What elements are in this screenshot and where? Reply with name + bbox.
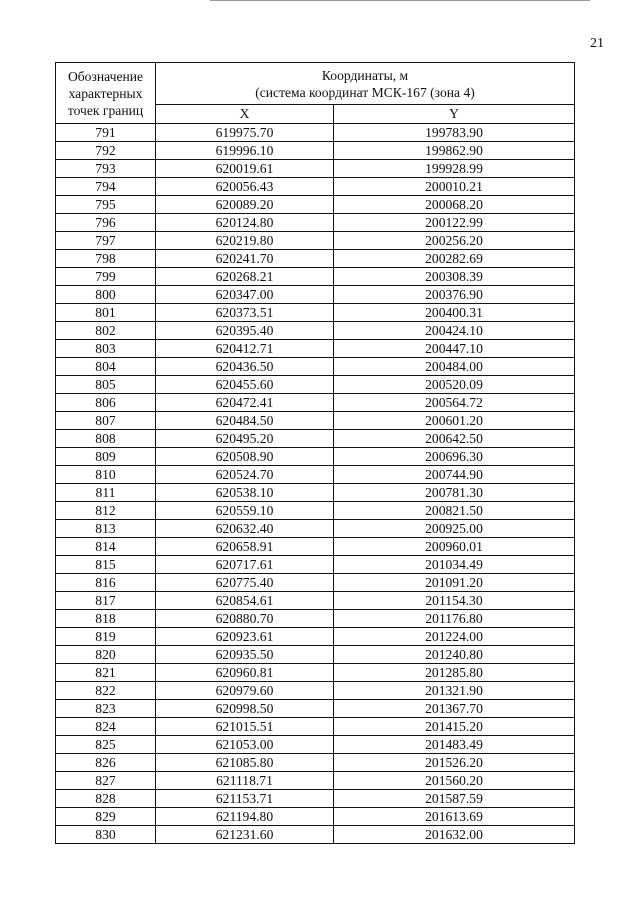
- point-id-cell: 800: [56, 286, 156, 304]
- table-header: [56, 63, 575, 124]
- point-label-line3: точек границ: [67, 102, 144, 118]
- point-id-cell: 819: [56, 628, 156, 646]
- table-row: [56, 754, 575, 772]
- x-coordinate-cell: 620854.61: [156, 592, 334, 610]
- x-coordinate-cell: 621118.71: [156, 772, 334, 790]
- point-id-cell: 794: [56, 178, 156, 196]
- y-coordinate-cell: 200520.09: [334, 376, 575, 394]
- point-id-cell: 814: [56, 538, 156, 556]
- x-coordinate-cell: 620559.10: [156, 502, 334, 520]
- x-coordinate-cell: 620495.20: [156, 430, 334, 448]
- table-row: [56, 448, 575, 466]
- y-coordinate-cell: 201321.90: [334, 682, 575, 700]
- y-coordinate-cell: 201367.70: [334, 700, 575, 718]
- table-row: [56, 556, 575, 574]
- y-coordinate-cell: 201483.49: [334, 736, 575, 754]
- x-coordinate-cell: 620960.81: [156, 664, 334, 682]
- point-id-cell: 820: [56, 646, 156, 664]
- y-coordinate-cell: 201560.20: [334, 772, 575, 790]
- x-coordinate-cell: 620472.41: [156, 394, 334, 412]
- point-id-cell: 817: [56, 592, 156, 610]
- x-coordinate-cell: 620395.40: [156, 322, 334, 340]
- y-coordinate-cell: 200744.90: [334, 466, 575, 484]
- table-body: [56, 124, 575, 844]
- y-coordinate-cell: 200282.69: [334, 250, 575, 268]
- table-row: [56, 394, 575, 412]
- point-id-cell: 829: [56, 808, 156, 826]
- table-row: [56, 502, 575, 520]
- y-coordinate-cell: 200447.10: [334, 340, 575, 358]
- y-coordinate-cell: 201587.59: [334, 790, 575, 808]
- scan-edge-marks: [210, 0, 590, 3]
- y-coordinate-cell: 201091.20: [334, 574, 575, 592]
- table-row: [56, 286, 575, 304]
- point-id-cell: 823: [56, 700, 156, 718]
- point-id-cell: 830: [56, 826, 156, 844]
- x-coordinate-cell: 620241.70: [156, 250, 334, 268]
- y-coordinate-cell: 201632.00: [334, 826, 575, 844]
- x-coordinate-cell: 621153.71: [156, 790, 334, 808]
- x-coordinate-cell: 620508.90: [156, 448, 334, 466]
- x-coordinate-cell: 621085.80: [156, 754, 334, 772]
- table-row: [56, 592, 575, 610]
- x-coordinate-cell: 620935.50: [156, 646, 334, 664]
- table-row: [56, 808, 575, 826]
- point-id-cell: 811: [56, 484, 156, 502]
- point-label-line2: характерных: [68, 85, 143, 101]
- y-coordinate-cell: 199862.90: [334, 142, 575, 160]
- point-id-cell: 810: [56, 466, 156, 484]
- y-coordinate-cell: 200564.72: [334, 394, 575, 412]
- x-coordinate-cell: 620880.70: [156, 610, 334, 628]
- x-coordinate-cell: 620979.60: [156, 682, 334, 700]
- table-row: [56, 466, 575, 484]
- x-coordinate-cell: 620347.00: [156, 286, 334, 304]
- point-label-line1: Обозначение: [67, 68, 144, 84]
- coords-title: Координаты, м: [321, 67, 409, 83]
- table-row: [56, 574, 575, 592]
- y-coordinate-cell: 201285.80: [334, 664, 575, 682]
- y-coordinate-cell: 201240.80: [334, 646, 575, 664]
- x-coordinate-cell: 620632.40: [156, 520, 334, 538]
- x-coordinate-cell: 621194.80: [156, 808, 334, 826]
- y-coordinate-cell: 201613.69: [334, 808, 575, 826]
- table-row: [56, 160, 575, 178]
- x-coordinate-cell: 620923.61: [156, 628, 334, 646]
- y-coordinate-cell: 200400.31: [334, 304, 575, 322]
- point-id-cell: 818: [56, 610, 156, 628]
- point-id-cell: 803: [56, 340, 156, 358]
- table-row: [56, 232, 575, 250]
- y-coordinate-cell: 200256.20: [334, 232, 575, 250]
- table-row: [56, 826, 575, 844]
- x-coordinate-cell: 620538.10: [156, 484, 334, 502]
- table-row: [56, 214, 575, 232]
- table-row: [56, 736, 575, 754]
- table-row: [56, 340, 575, 358]
- x-column-header: X: [156, 105, 334, 124]
- point-id-cell: 801: [56, 304, 156, 322]
- table-row: [56, 358, 575, 376]
- point-id-cell: 806: [56, 394, 156, 412]
- table-row: [56, 610, 575, 628]
- table-row: [56, 196, 575, 214]
- x-coordinate-cell: 620019.61: [156, 160, 334, 178]
- coordinates-table: [55, 62, 575, 844]
- y-coordinate-cell: 201176.80: [334, 610, 575, 628]
- table-row: [56, 646, 575, 664]
- table-row: [56, 484, 575, 502]
- point-id-cell: 799: [56, 268, 156, 286]
- point-id-cell: 804: [56, 358, 156, 376]
- x-coordinate-cell: 620056.43: [156, 178, 334, 196]
- point-id-cell: 792: [56, 142, 156, 160]
- y-coordinate-cell: 201415.20: [334, 718, 575, 736]
- y-coordinate-cell: 200376.90: [334, 286, 575, 304]
- table-row: [56, 376, 575, 394]
- x-coordinate-cell: 620373.51: [156, 304, 334, 322]
- table-row: [56, 718, 575, 736]
- table-row: [56, 772, 575, 790]
- x-coordinate-cell: 621015.51: [156, 718, 334, 736]
- x-coordinate-cell: 620124.80: [156, 214, 334, 232]
- point-id-cell: 822: [56, 682, 156, 700]
- table-row: [56, 178, 575, 196]
- x-coordinate-cell: 620268.21: [156, 268, 334, 286]
- y-coordinate-cell: 201154.30: [334, 592, 575, 610]
- table-row: [56, 124, 575, 142]
- point-id-cell: 824: [56, 718, 156, 736]
- x-coordinate-cell: 620484.50: [156, 412, 334, 430]
- table-row: [56, 142, 575, 160]
- y-coordinate-cell: 200424.10: [334, 322, 575, 340]
- table-row: [56, 520, 575, 538]
- table-row: [56, 790, 575, 808]
- table-row: [56, 250, 575, 268]
- y-coordinate-cell: 200308.39: [334, 268, 575, 286]
- page-number: 21: [590, 36, 604, 51]
- point-id-cell: 793: [56, 160, 156, 178]
- point-id-cell: 821: [56, 664, 156, 682]
- table-row: [56, 412, 575, 430]
- table-row: [56, 682, 575, 700]
- x-coordinate-cell: 620775.40: [156, 574, 334, 592]
- point-id-cell: 826: [56, 754, 156, 772]
- point-id-cell: 805: [56, 376, 156, 394]
- coords-subtitle: (система координат МСК-167 (зона 4): [255, 84, 475, 100]
- point-id-cell: 812: [56, 502, 156, 520]
- x-coordinate-cell: 619996.10: [156, 142, 334, 160]
- point-id-cell: 825: [56, 736, 156, 754]
- point-id-cell: 795: [56, 196, 156, 214]
- y-coordinate-cell: 201224.00: [334, 628, 575, 646]
- y-coordinate-cell: 199783.90: [334, 124, 575, 142]
- table-row: [56, 322, 575, 340]
- point-id-cell: 828: [56, 790, 156, 808]
- y-coordinate-cell: 200010.21: [334, 178, 575, 196]
- point-designation-header: [56, 63, 156, 124]
- point-id-cell: 809: [56, 448, 156, 466]
- table-row: [56, 268, 575, 286]
- point-id-cell: 815: [56, 556, 156, 574]
- x-coordinate-cell: 620998.50: [156, 700, 334, 718]
- x-coordinate-cell: 620455.60: [156, 376, 334, 394]
- point-id-cell: 808: [56, 430, 156, 448]
- y-coordinate-cell: 200781.30: [334, 484, 575, 502]
- coordinates-header: [156, 63, 575, 105]
- point-id-cell: 816: [56, 574, 156, 592]
- y-coordinate-cell: 200122.99: [334, 214, 575, 232]
- y-coordinate-cell: 200821.50: [334, 502, 575, 520]
- x-coordinate-cell: 620412.71: [156, 340, 334, 358]
- y-coordinate-cell: 200601.20: [334, 412, 575, 430]
- table-row: [56, 430, 575, 448]
- x-coordinate-cell: 620717.61: [156, 556, 334, 574]
- y-coordinate-cell: 199928.99: [334, 160, 575, 178]
- point-id-cell: 827: [56, 772, 156, 790]
- x-coordinate-cell: 621053.00: [156, 736, 334, 754]
- y-coordinate-cell: 200068.20: [334, 196, 575, 214]
- y-coordinate-cell: 200696.30: [334, 448, 575, 466]
- x-coordinate-cell: 620524.70: [156, 466, 334, 484]
- table-row: [56, 304, 575, 322]
- table-row: [56, 664, 575, 682]
- x-coordinate-cell: 620658.91: [156, 538, 334, 556]
- table-row: [56, 700, 575, 718]
- y-coordinate-cell: 201034.49: [334, 556, 575, 574]
- y-coordinate-cell: 201526.20: [334, 754, 575, 772]
- y-coordinate-cell: 200484.00: [334, 358, 575, 376]
- x-coordinate-cell: 620436.50: [156, 358, 334, 376]
- x-coordinate-cell: 619975.70: [156, 124, 334, 142]
- x-coordinate-cell: 621231.60: [156, 826, 334, 844]
- point-id-cell: 802: [56, 322, 156, 340]
- point-id-cell: 796: [56, 214, 156, 232]
- table-row: [56, 628, 575, 646]
- y-coordinate-cell: 200642.50: [334, 430, 575, 448]
- x-coordinate-cell: 620089.20: [156, 196, 334, 214]
- point-id-cell: 813: [56, 520, 156, 538]
- point-id-cell: 798: [56, 250, 156, 268]
- x-coordinate-cell: 620219.80: [156, 232, 334, 250]
- y-coordinate-cell: 200960.01: [334, 538, 575, 556]
- table-row: [56, 538, 575, 556]
- y-coordinate-cell: 200925.00: [334, 520, 575, 538]
- point-id-cell: 807: [56, 412, 156, 430]
- point-id-cell: 797: [56, 232, 156, 250]
- point-id-cell: 791: [56, 124, 156, 142]
- y-column-header: Y: [334, 105, 575, 124]
